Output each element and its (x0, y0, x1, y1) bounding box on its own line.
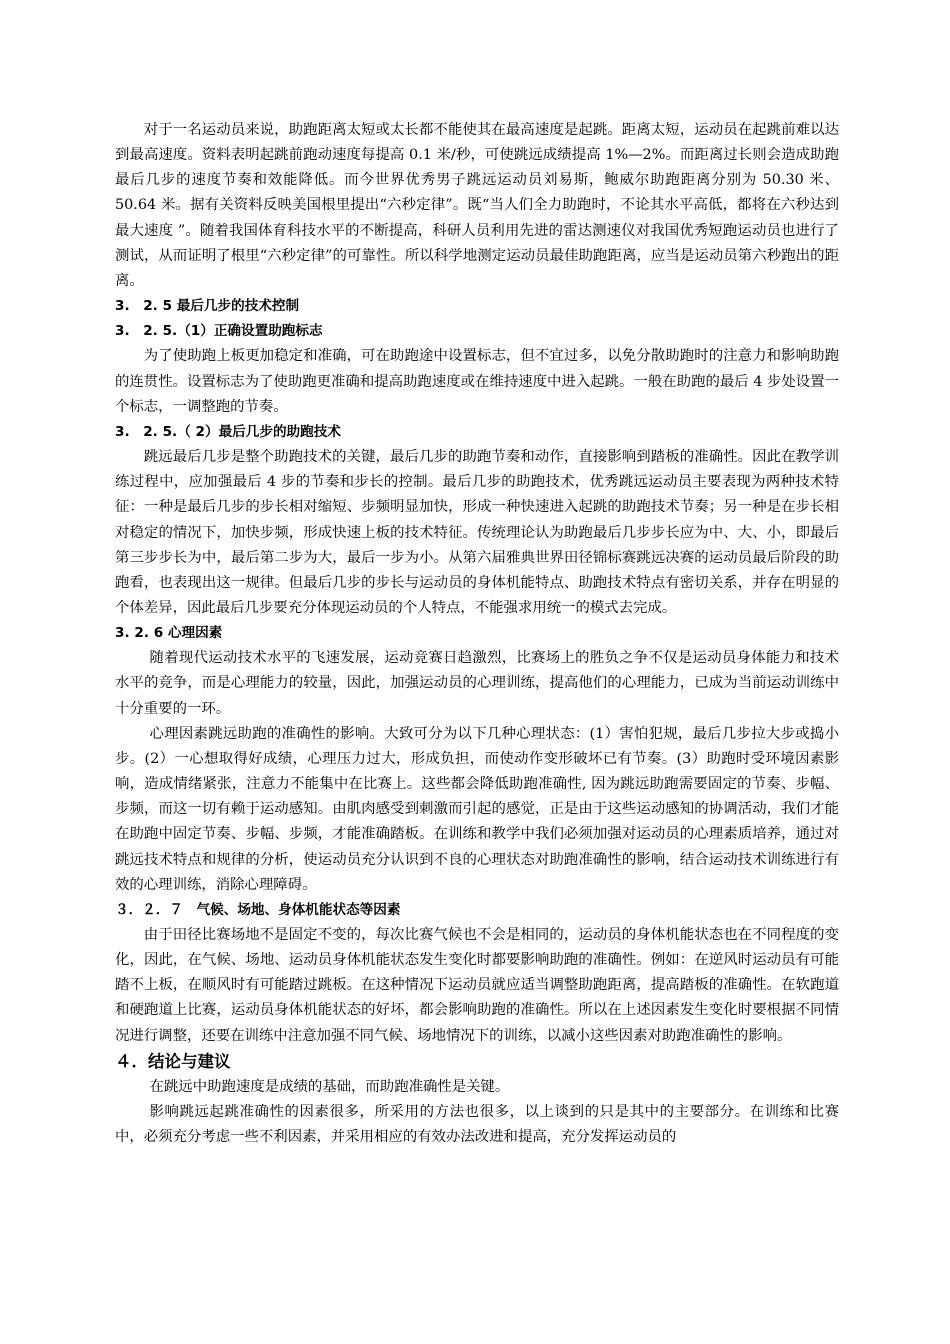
paragraph-markers: 为了使助跑上板更加稳定和准确，可在助跑途中设置标志，但不宜过多，以免分散助跑时的注意力和影响助跑的连贯性。设置标志为了使助跑更准确和提高助跑速度或在维持速度中进入起跳。一般在助跑的最后 4 步处设置一个标志，一调整跑的节奏。 (115, 348, 839, 415)
heading-4-conclusion: ４．结论与建议 (115, 1051, 231, 1071)
document-page (115, 118, 839, 1150)
heading-3-2-5: 3. 2. 5 最后几步的技术控制 (115, 298, 300, 315)
paragraph-last-steps: 跳远最后几步是整个助跑技术的关键，最后几步的助跑节奏和动作，直接影响到踏板的准确性。因此在教学训练过程中，应加强最后 4 步的节奏和步长的控制。最后几步的助跑技术，优秀跳远运动员主要表现为两种技术特征：一种是最后几步的步长相对缩短、步频明显加快，形成一种快速进入起跳的助跑技术节奏；另一种是在步长相对稳定的情况下，加快步频，形成快速上板的技术特征。传统理论认为助跑最后几步步长应为中、大、小，即最后第三步步长为中，最后第二步为大，最后一步为小。从第六届雅典世界田径锦标赛跳远决赛的运动员最后阶段的助跑看，也表现出这一规律。但最后几步的步长与运动员的身体机能特点、助跑技术特点有密切关系，并存在明显的个体差异，因此最后几步要充分体现运动员的个人特点，不能强求用统一的模式去完成。 (115, 449, 839, 616)
heading-3-2-6: 3. 2. 6 心理因素 (115, 625, 223, 642)
paragraph-run-up-distance: 对于一名运动员来说，助跑距离太短或太长都不能使其在最高速度是起跳。距离太短，运动员在起跳前难以达到最高速度。资料表明起跳前跑动速度每提高 0.1 米/秒，可使跳远成绩提高 1%—2%。而距离过长则会造成助跑最后几步的速度节奏和效能降低。而今世界优秀男子跳远运动员刘易斯，鲍威尔助跑距离分别为 50.30 米、50.64 米。据有关资料反映美国根里提出“六秒定律”。既“当人们全力助跑时，不论其水平高低，都将在六秒达到最大速度 ”。随着我国体育科技水平的不断提高，科研人员利用先进的雷达测速仪对我国优秀短跑运动员也进行了测试，从而证明了根里“六秒定律”的可靠性。所以科学地测定运动员最佳助跑距离，应当是运动员第六秒跑出的距离。 (115, 122, 839, 289)
paragraph-weather-venue: 由于田径比赛场地不是固定不变的，每次比赛气候也不会是相同的，运动员的身体机能状态也在不同程度的变化，因此，在气候、场地、运动员身体机能状态发生变化时都要影响助跑的准确性。例如：在逆风时运动员有可能踏不上板，在顺风时有可能踏过跳板。在这种情况下运动员就应适当调整助跑距离，提高踏板的准确性。在软跑道和硬跑道上比赛，运动员身体机能状态的好坏，都会影响助跑的准确性。所以在上述因素发生变化时要根据不同情况进行调整，还要在训练中注意加强不同气候、场地情况下的训练，以减小这些因素对助跑准确性的影响。 (115, 927, 839, 1044)
paragraph-conclusion-2: 影响跳远起跳准确性的因素很多，所采用的方法也很多，以上谈到的只是其中的主要部分。在训练和比赛中，必须充分考虑一些不利因素，并采用相应的有效办法改进和提高，充分发挥运动员的 (115, 1103, 839, 1146)
heading-3-2-5-1: 3. 2. 5.（1）正确设置助跑标志 (115, 323, 323, 340)
paragraph-conclusion-1: 在跳远中助跑速度是成绩的基础，而助跑准确性是关键。 (149, 1078, 510, 1095)
paragraph-psychology-intro: 随着现代运动技术水平的飞速发展，运动竞赛日趋激烈，比赛场上的胜负之争不仅是运动员身体能力和技术水平的竞争，而是心理能力的较量，因此，加强运动员的心理训练，提高他们的心理能力，已成为当前运动训练中十分重要的一环。 (115, 650, 839, 717)
heading-3-2-5-2: 3. 2. 5.（ 2）最后几步的助跑技术 (115, 423, 341, 440)
heading-3-2-7: ３．２．７ 气候、场地、身体机能状态等因素 (115, 901, 401, 918)
paragraph-psychology-states: 心理因素跳远助跑的准确性的影响。大致可分为以下几种心理状态：(1）害怕犯规，最后几步拉大步或捣小步。(2）一心想取得好成绩，心理压力过大，形成负担，而使动作变形破坏已有节奏。(3）助跑时受环境因素影响，造成情绪紧张，注意力不能集中在比赛上。这些都会降低助跑准确性, 因为跳远助跑需要固定的节奏、步幅、步频，而这一切有赖于运动感知。由肌肉感受到刺激而引起的感觉，正是由于这些运动感知的协调活动，我们才能在助跑中固定节奏、步幅、步频，才能准确踏板。在训练和教学中我们必须加强对运动员的心理素质培养，通过对跳远技术特点和规律的分析，使运动员充分认识到不良的心理状态对助跑准确性的影响，结合运动技术训练进行有效的心理训练，消除心理障碍。 (115, 725, 839, 893)
